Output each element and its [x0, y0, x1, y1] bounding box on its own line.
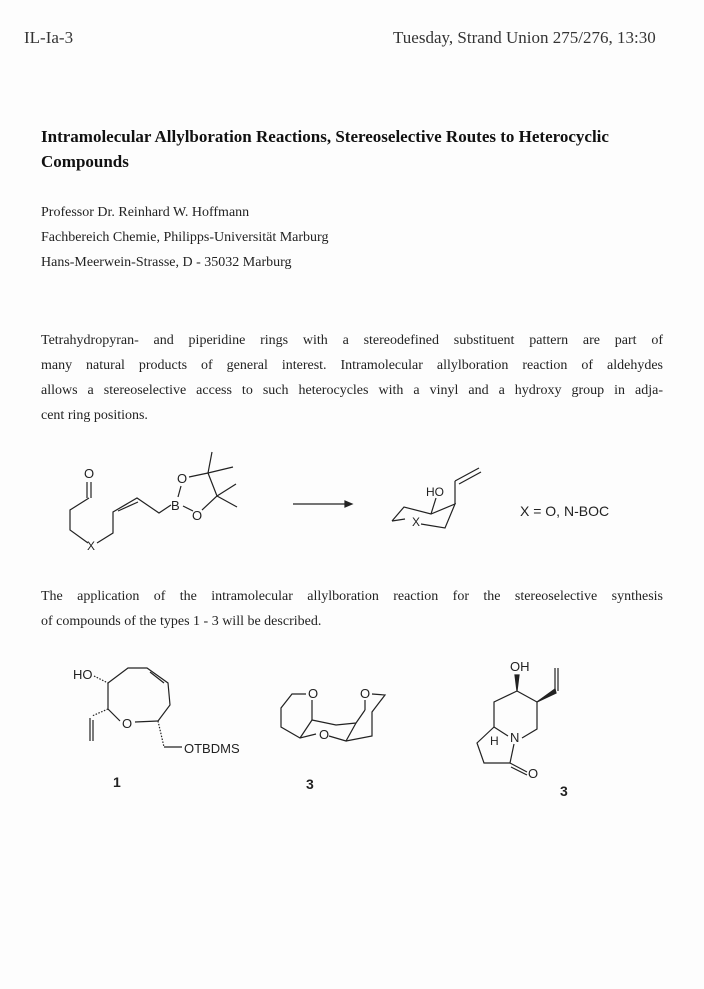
author-name: Professor Dr. Reinhard W. Hoffmann [41, 205, 250, 220]
paragraph-line: of compounds of the types 1 - 3 will be described. [41, 614, 322, 629]
reaction-arrow [293, 501, 352, 507]
bond [70, 498, 89, 543]
bond [135, 721, 158, 722]
author-block [41, 200, 328, 275]
paper-title: Intramolecular Allylboration Reactions, Stereoselective Routes to Heterocyclic Compounds [41, 127, 609, 171]
atom-label: OH [510, 659, 530, 674]
wedge-bond [515, 675, 519, 691]
atom-label: X [412, 515, 421, 529]
atom-label: O [319, 727, 330, 742]
compound-number: 1 [113, 774, 121, 790]
compound-2-structure [281, 686, 385, 742]
abstract-paragraph-1 [41, 328, 663, 428]
paragraph-line: allows a stereoselective access to such heterocycles with a vinyl and a hydroxy group in adja- [41, 383, 663, 398]
bond [312, 710, 365, 725]
bond [494, 691, 517, 727]
wedge-bond [537, 689, 556, 702]
bond [459, 472, 481, 484]
paragraph-line: cent ring positions. [41, 408, 148, 423]
bond [92, 709, 108, 716]
bond [178, 486, 181, 497]
bond [94, 676, 108, 683]
bond [150, 672, 164, 683]
paragraph-line: many natural products of general interest. Intramolecular allylboration reaction of aldehydes [41, 358, 663, 373]
bond [329, 723, 356, 741]
atom-label: H [490, 734, 499, 748]
bond [517, 691, 537, 702]
compound-number: 3 [560, 783, 568, 799]
atom-label: OTBDMS [184, 741, 240, 756]
author-address: Hans-Meerwein-Strasse, D - 35032 Marburg [41, 255, 292, 270]
abstract-paragraph-2 [41, 584, 663, 634]
atom-label: O [360, 686, 371, 701]
substituent-definition: X = O, N-BOC [520, 503, 610, 519]
bond [392, 504, 455, 528]
bond [108, 668, 170, 721]
bond [108, 683, 120, 721]
atom-label: O [308, 686, 319, 701]
bond [522, 702, 537, 738]
atom-label: N [510, 730, 520, 745]
bond [158, 721, 164, 747]
atom-label: O [528, 766, 539, 781]
paragraph-line: Tetrahydropyran- and piperidine rings with a stereodefined substituent pattern are part of [41, 333, 663, 348]
atom-label: HO [73, 667, 93, 682]
atom-label: HO [426, 485, 444, 499]
bond [217, 496, 237, 507]
compound-number: 3 [306, 776, 314, 792]
bond [208, 467, 233, 473]
author-affiliation: Fachbereich Chemie, Philipps-Universität Marburg [41, 230, 329, 245]
bond [189, 473, 217, 510]
compound-3-structure [477, 659, 558, 781]
compound-1-structure [73, 667, 240, 756]
atom-label: O [177, 471, 188, 486]
bond [208, 452, 212, 473]
bond [97, 498, 171, 543]
atom-label: O [122, 716, 133, 731]
atom-label: O [84, 466, 95, 481]
session-code: IL-Ia-3 [24, 28, 74, 47]
bond [217, 484, 236, 496]
atom-label: X [87, 539, 96, 553]
compound-structures [0, 650, 704, 810]
product-structure [392, 468, 481, 529]
atom-label: B [171, 498, 180, 513]
reactant-structure [70, 452, 237, 553]
session-info: Tuesday, Strand Union 275/276, 13:30 [393, 28, 656, 47]
paragraph-line: The application of the intramolecular allylboration reaction for the stereoselective synthesis [41, 589, 663, 604]
atom-label: O [192, 508, 203, 523]
